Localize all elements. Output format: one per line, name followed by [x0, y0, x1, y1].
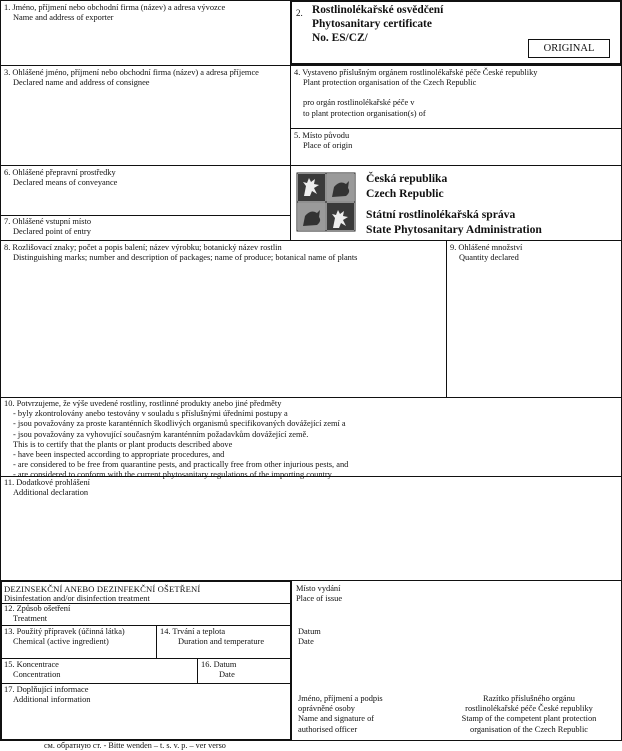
box-8-label-en: Distinguishing marks; number and description of packages; name of produce; botanical name of plants [13, 253, 358, 263]
box-1-label-cz: 1. Jméno, příjmení nebo obchodní firma (název) a adresa vývozce [4, 3, 226, 12]
box-11-label-en: Additional declaration [13, 488, 89, 498]
box-11-additional-declaration[interactable] [0, 476, 622, 580]
box-10-line-5: This is to certify that the plants or plant products described above [13, 439, 233, 449]
stamp-line-2: rostlinolékařské péče České republiky [465, 704, 593, 714]
certificate-title-cz: Rostlinolékařské osvědčení [312, 4, 444, 16]
box-9-label-cz: 9. Ohlášené množství [450, 243, 523, 252]
stamp-line-3: Stamp of the competent plant protection [461, 714, 597, 724]
disinfection-title-cz: DEZINSEKČNÍ ANEBO DEZINFEKČNÍ OŠETŘENÍ [4, 584, 201, 594]
box-15-label-cz: 15. Koncentrace [4, 660, 59, 669]
box-10-certification [0, 397, 622, 480]
box-6-conveyance[interactable] [0, 165, 290, 215]
box-10-line-7: - are considered to be free from quarantine pests, and practically free from other injurious pests, and [13, 460, 349, 470]
authority-agency-cz: Státní rostlinolékařská správa [366, 208, 516, 221]
box-5-label-cz: 5. Místo původu [294, 131, 350, 140]
signature-line-2: oprávněné osoby [298, 704, 355, 714]
box-9-quantity[interactable] [446, 240, 622, 397]
box-10-line-6: - have been inspected according to appropriate procedures, and [13, 450, 225, 460]
box-13-label-cz: 13. Použitý přípravek (účinná látka) [4, 627, 125, 636]
box-3-consignee[interactable] [0, 65, 290, 165]
box-17-label-cz: 17. Doplňující informace [4, 685, 89, 694]
official-stamp[interactable] [440, 694, 618, 735]
box-12-label-cz: 12. Způsob ošetření [4, 604, 71, 613]
box-14-label-en: Duration and temperature [178, 637, 265, 647]
box-15-label-en: Concentration [13, 670, 61, 680]
box-4-label-en: Plant protection organisation of the Czech Republic [303, 78, 477, 88]
signature-line-1: Jméno, příjmení a podpis [298, 694, 383, 703]
box-4-to-org-en: to plant protection organisation(s) of [303, 108, 426, 118]
box-14-label-cz: 14. Trvání a teplota [160, 627, 226, 636]
box-10-line-4: - jsou považovány za vyhovující současným karanténním požadavkům dovážející země. [13, 429, 309, 439]
box-8-label-cz: 8. Rozlišovací znaky; počet a popis balení; název výrobku; botanický název rostlin [4, 243, 282, 252]
signature-line-3: Name and signature of [298, 714, 375, 724]
box-11-label-cz: 11. Dodatkové prohlášení [4, 478, 90, 487]
stamp-line-1: Razítko příslušného orgánu [483, 694, 575, 703]
box-15-concentration[interactable] [0, 658, 197, 683]
box-5-place-of-origin[interactable] [290, 128, 622, 165]
box-10-line-8: - are considered to conform with the current phytosanitary regulations of the importing country. [13, 470, 334, 480]
stamp-line-4: organisation of the Czech Republic [470, 724, 588, 734]
certificate-header [290, 0, 622, 65]
box-7-label-cz: 7. Ohlášené vstupní místo [4, 217, 92, 226]
footer-see-reverse: см. обратную ст. - Bitte wenden – t. s. v. p. – ver verso [44, 741, 226, 750]
authority-country-en: Czech Republic [366, 186, 444, 200]
certificate-title-en: Phytosanitary certificate [312, 18, 432, 30]
place-of-issue-cz: Místo vydání [296, 584, 341, 593]
authority-agency-en: State Phytosanitary Administration [366, 222, 542, 236]
box-10-line-1: 10. Potvrzujeme, že výše uvedené rostliny, rostlinné produkty anebo jiné předměty [4, 399, 282, 408]
box-7-label-en: Declared point of entry [13, 227, 91, 237]
authority-block [366, 172, 542, 237]
box-4-plant-protection-org[interactable] [290, 65, 622, 128]
box-17-additional-info[interactable] [0, 683, 290, 740]
box-8-distinguishing-marks[interactable] [0, 240, 446, 397]
disinfection-header [0, 580, 290, 603]
box-16-date[interactable] [197, 658, 290, 683]
box-10-line-3: - jsou považovány za proste karanténních škodlivých organismů specifikovaných dovážející zemí a [13, 419, 346, 429]
box-17-label-en: Additional information [13, 695, 91, 705]
officer-signature[interactable] [298, 694, 383, 735]
box-5-label-en: Place of origin [303, 141, 353, 151]
issue-date-en: Date [298, 637, 314, 647]
signature-line-4: authorised officer [298, 724, 358, 734]
box-1-exporter[interactable] [0, 0, 290, 65]
box-10-line-2: - byly zkontrolovány anebo testovány v souladu s příslušnými úředními postupy a [13, 409, 288, 419]
box-13-chemical[interactable] [0, 625, 156, 658]
issue-date-cz: Datum [298, 627, 321, 636]
box-7-point-of-entry[interactable] [0, 215, 290, 240]
place-of-issue-en: Place of issue [296, 594, 343, 604]
box-9-label-en: Quantity declared [459, 253, 519, 263]
authority-country-cz: Česká republika [366, 172, 448, 185]
box-3-label-en: Declared name and address of consignee [13, 78, 150, 88]
box-6-label-cz: 6. Ohlášené přepravní prostředky [4, 168, 116, 177]
box-13-label-en: Chemical (active ingredient) [13, 637, 109, 647]
box-16-label-en: Date [219, 670, 235, 680]
czech-coat-of-arms-icon [296, 172, 356, 232]
box-1-label-en: Name and address of exporter [13, 13, 114, 23]
place-of-issue[interactable] [296, 584, 342, 604]
box-6-label-en: Declared means of conveyance [13, 178, 118, 188]
box-4-label-cz: 4. Vystaveno příslušným orgánem rostlinolékařské péče České republiky [294, 68, 538, 77]
box-4-to-org-cz: pro orgán rostlinolékařské péče v [303, 98, 415, 108]
certificate-number: No. ES/CZ/ [312, 32, 368, 44]
original-badge: ORIGINAL [528, 39, 610, 58]
box-3-label-cz: 3. Ohlášené jméno, příjmení nebo obchodní firma (název) a adresa příjemce [4, 68, 259, 77]
box-16-label-cz: 16. Datum [201, 660, 237, 669]
box-12-treatment[interactable] [0, 603, 290, 625]
box-14-duration[interactable] [156, 625, 290, 658]
disinfection-title-en: Disinfestation and/or disinfection treatment [4, 594, 150, 604]
box-2-number: 2. [296, 8, 303, 18]
issue-date[interactable] [298, 627, 321, 647]
box-12-label-en: Treatment [13, 614, 48, 624]
